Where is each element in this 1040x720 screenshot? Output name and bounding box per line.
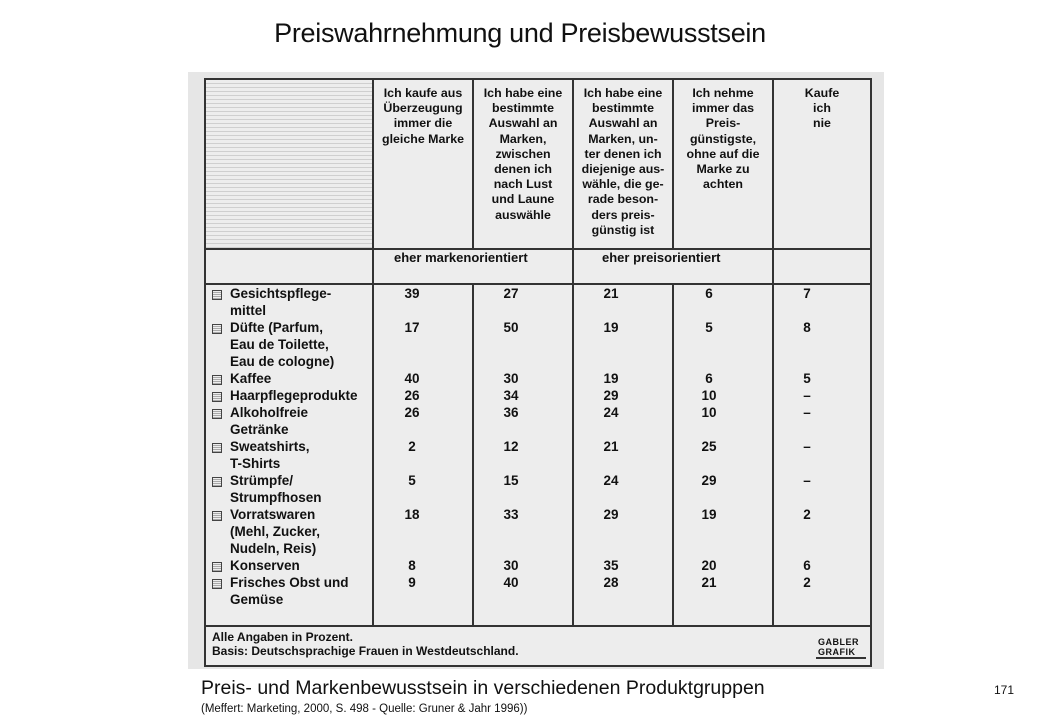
cell-value: 10 (701, 388, 717, 403)
product-label: Sweatshirts, (230, 439, 310, 454)
header-col-5 (773, 79, 871, 249)
cell-value: 6 (705, 286, 713, 301)
table-row-continuation (204, 303, 870, 320)
header-col-1-line: immer die (393, 116, 453, 131)
header-col-1 (373, 79, 473, 249)
header-col-3-line: rade beson- (587, 192, 659, 207)
table-row-continuation (204, 456, 870, 473)
cell-value: 8 (408, 558, 416, 573)
table-row-continuation (204, 541, 870, 558)
product-rows (204, 286, 870, 626)
product-label: Getränke (230, 422, 289, 437)
header-col-3-line: ter denen ich (584, 146, 662, 161)
header-col-2-line: denen ich (494, 162, 552, 177)
product-label: Haarpflegeprodukte (230, 388, 358, 403)
cell-value: 8 (803, 320, 811, 335)
cell-value: 2 (803, 507, 811, 522)
header-col-2-line: bestimmte (492, 101, 554, 116)
page-number: 171 (994, 683, 1015, 697)
cell-value: 2 (408, 439, 416, 454)
table-row (204, 473, 870, 490)
cell-value: 6 (705, 371, 713, 386)
cell-value: 50 (503, 320, 519, 335)
cell-value: 34 (503, 388, 519, 403)
header-col-3-line: Marken, un- (588, 131, 658, 146)
header-col-1-line: Überzeugung (383, 101, 463, 116)
row-bullet-icon (212, 579, 222, 589)
gabler-grafik-logo (818, 637, 859, 657)
cell-value: 17 (404, 320, 420, 335)
cell-value: 26 (404, 388, 420, 403)
table-row-continuation (204, 337, 870, 354)
header-col-3-line: wähle, die ge- (582, 177, 664, 192)
cell-value: – (803, 388, 811, 403)
product-label: Nudeln, Reis) (230, 541, 317, 556)
cell-value: 40 (404, 371, 420, 386)
cell-value: 2 (803, 575, 811, 590)
cell-value: 29 (603, 388, 619, 403)
row-bullet-icon (212, 375, 222, 385)
header-col-5-line: nie (813, 116, 831, 131)
footnote-line-2: Basis: Deutschsprachige Frauen in Westdeutschland. (212, 644, 519, 658)
table-row-continuation (204, 354, 870, 371)
cell-value: 19 (603, 320, 619, 335)
cell-value: 19 (603, 371, 619, 386)
cell-value: 5 (803, 371, 811, 386)
cell-value: 5 (705, 320, 713, 335)
group-brand-label: eher markenorientiert (373, 249, 573, 284)
row-bullet-icon (212, 443, 222, 453)
cell-value: 21 (603, 439, 619, 454)
header-col-3-line: Auswahl an (588, 116, 658, 131)
cell-value: 27 (503, 286, 519, 301)
product-label: Düfte (Parfum, (230, 320, 324, 335)
row-bullet-icon (212, 511, 222, 521)
cell-value: 30 (503, 558, 519, 573)
header-col-2-line: nach Lust (493, 177, 553, 192)
product-label: Alkoholfreie (230, 405, 309, 420)
row-bullet-icon (212, 324, 222, 334)
cell-value: – (803, 473, 811, 488)
table-row (204, 320, 870, 337)
cell-value: 29 (603, 507, 619, 522)
cell-value: 15 (503, 473, 519, 488)
table-row-continuation (204, 422, 870, 439)
header-col-2-line: Auswahl an (488, 116, 558, 131)
product-label: mittel (230, 303, 267, 318)
table-row-continuation (204, 524, 870, 541)
cell-value: 7 (803, 286, 811, 301)
header-col-3-line: ders preis- (591, 207, 655, 222)
cell-value: 24 (603, 473, 619, 488)
header-col-3-line: diejenige aus- (581, 162, 665, 177)
table-row (204, 286, 870, 303)
header-col-2-line: zwischen (495, 146, 551, 161)
header-corner (205, 79, 373, 249)
cell-value: 21 (701, 575, 717, 590)
header-col-3-line: bestimmte (592, 101, 654, 116)
row-bullet-icon (212, 562, 222, 572)
cell-value: 26 (404, 405, 420, 420)
header-col-2-line: und Laune (491, 192, 555, 207)
product-label: Kaffee (230, 371, 272, 386)
header-col-4 (673, 79, 773, 249)
header-col-2 (473, 79, 573, 249)
cell-value: 25 (701, 439, 717, 454)
cell-value: 39 (404, 286, 420, 301)
product-label: Gesichtspflege- (230, 286, 332, 301)
product-label: Gemüse (230, 592, 284, 607)
table-row (204, 558, 870, 575)
header-col-1-line: gleiche Marke (382, 131, 464, 146)
table-row (204, 405, 870, 422)
cell-value: 5 (408, 473, 416, 488)
product-label: Frisches Obst und (230, 575, 349, 590)
row-bullet-icon (212, 409, 222, 419)
header-col-3-line: günstig ist (591, 222, 655, 237)
figure-caption: Preis- und Markenbewusstsein in verschiedenen Produktgruppen (201, 677, 765, 699)
header-col-4-line: achten (703, 177, 743, 192)
cell-value: – (803, 405, 811, 420)
product-label: T-Shirts (230, 456, 281, 471)
product-label: Strümpfe/ (230, 473, 294, 488)
logo-line-1: GABLER (818, 637, 859, 647)
slide-title: Preiswahrnehmung und Preisbewusstsein (274, 18, 766, 48)
table-row (204, 507, 870, 524)
cell-value: – (803, 439, 811, 454)
header-col-4-line: günstigste, (689, 131, 757, 146)
logo-bar (816, 657, 866, 659)
row-bullet-icon (212, 392, 222, 402)
cell-value: 18 (404, 507, 420, 522)
table-footnote (212, 630, 519, 658)
product-label: Konserven (230, 558, 300, 573)
cell-value: 40 (503, 575, 519, 590)
header-col-3 (573, 79, 673, 249)
cell-value: 29 (701, 473, 717, 488)
product-label: Vorratswaren (230, 507, 316, 522)
cell-value: 30 (503, 371, 519, 386)
table-row (204, 439, 870, 456)
footnote-line-1: Alle Angaben in Prozent. (212, 630, 353, 644)
product-label: Strumpfhosen (230, 490, 322, 505)
header-col-4-line: Preis- (705, 116, 741, 131)
figure-source: (Meffert: Marketing, 2000, S. 498 - Quelle: Gruner & Jahr 1996)) (201, 703, 528, 715)
header-col-2-line: auswähle (495, 207, 551, 222)
table-row-continuation (204, 490, 870, 507)
product-label: (Mehl, Zucker, (230, 524, 321, 539)
cell-value: 24 (603, 405, 619, 420)
header-col-4-line: ohne auf die (686, 146, 760, 161)
table-row-continuation (204, 592, 870, 609)
cell-value: 28 (603, 575, 619, 590)
cell-value: 20 (701, 558, 717, 573)
product-label: Eau de Toilette, (230, 337, 329, 352)
group-price-label: eher preisorientiert (573, 249, 773, 284)
table-row (204, 388, 870, 405)
header-col-2-line: Ich habe eine (483, 86, 563, 100)
cell-value: 12 (503, 439, 519, 454)
cell-value: 9 (408, 575, 416, 590)
header-col-1-line: Ich kaufe aus (383, 86, 463, 100)
cell-value: 19 (701, 507, 717, 522)
row-bullet-icon (212, 290, 222, 300)
header-col-4-line: Ich nehme (692, 86, 754, 100)
cell-value: 21 (603, 286, 619, 301)
cell-value: 36 (503, 405, 519, 420)
cell-value: 6 (803, 558, 811, 573)
cell-value: 10 (701, 405, 717, 420)
table-row (204, 575, 870, 592)
header-col-4-line: immer das (692, 101, 754, 116)
cell-value: 33 (503, 507, 519, 522)
logo-line-2: GRAFIK (818, 647, 856, 657)
product-label: Eau de cologne) (230, 354, 335, 369)
group-never (773, 249, 871, 284)
cell-value: 35 (603, 558, 619, 573)
row-bullet-icon (212, 477, 222, 487)
header-col-5-line: ich (813, 101, 831, 116)
header-col-2-line: Marken, (499, 131, 547, 146)
table-row (204, 371, 870, 388)
header-col-5-line: Kaufe (804, 86, 840, 100)
header-col-3-line: Ich habe eine (583, 86, 663, 100)
group-corner (205, 249, 373, 284)
header-col-4-line: Marke zu (696, 162, 750, 177)
